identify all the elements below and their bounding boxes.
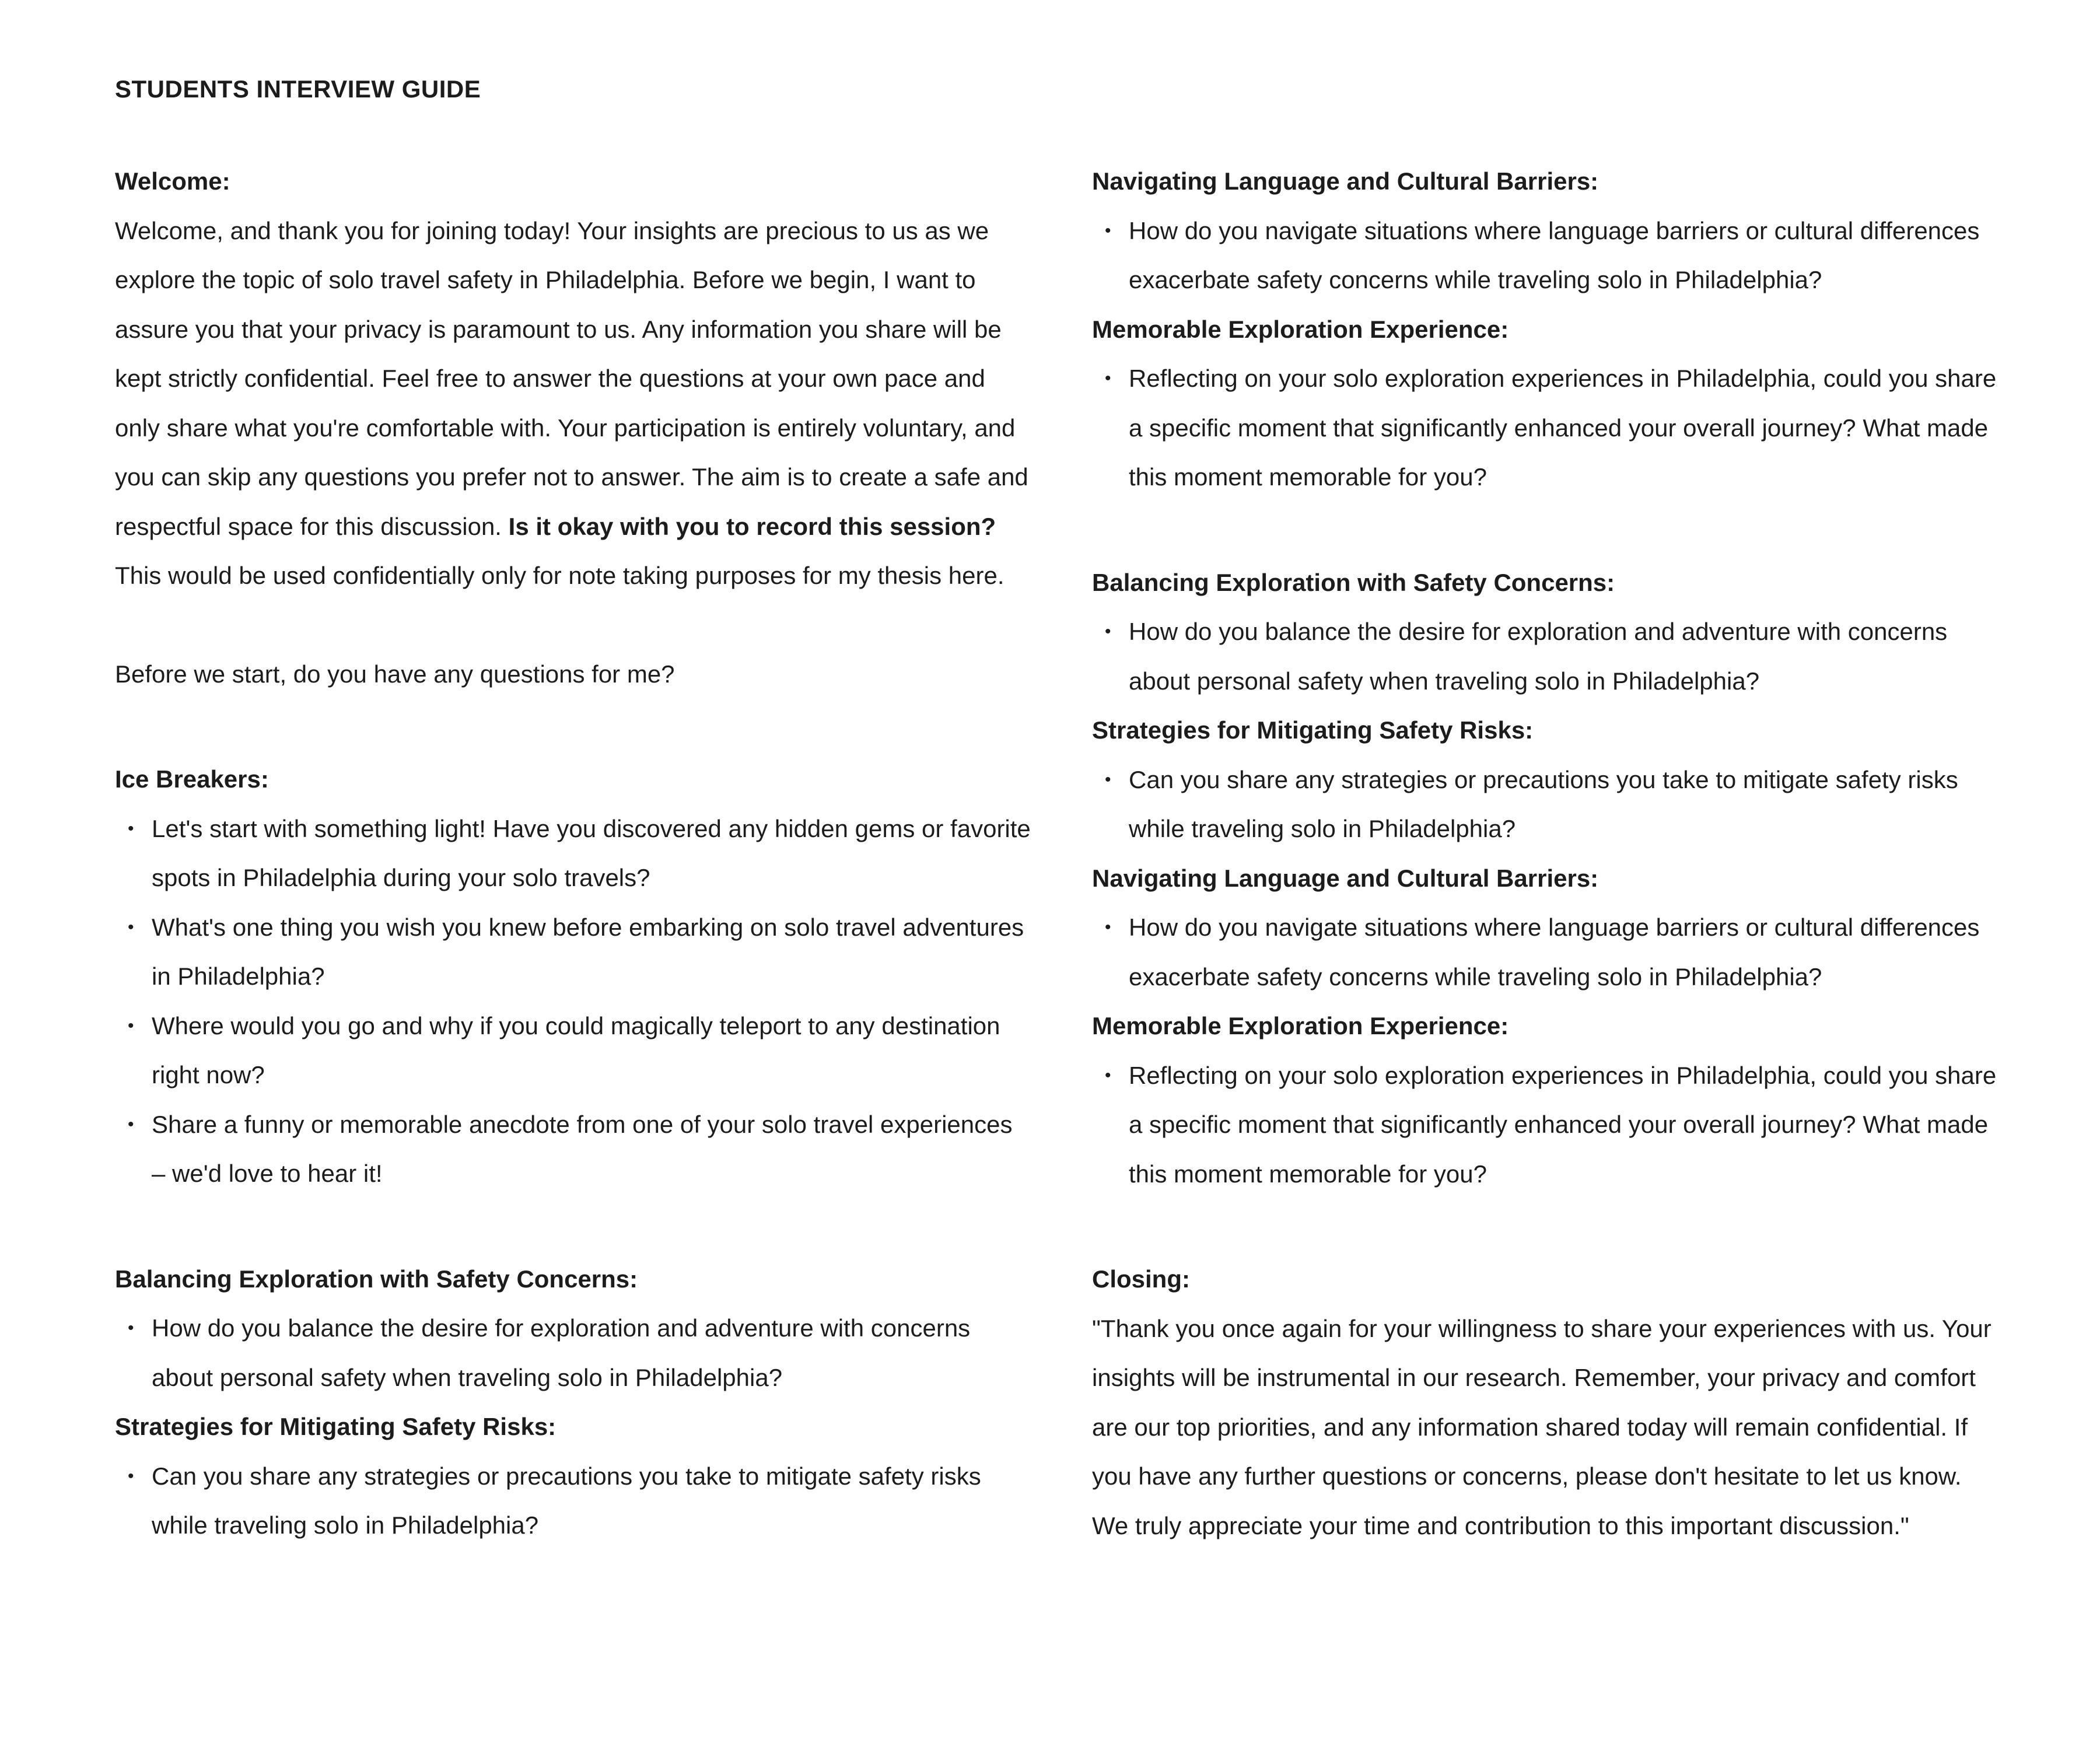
left-column: [115, 157, 1031, 1550]
list-item: • Can you share any strategies or precautions you take to mitigate safety risks while traveling solo in Philadelphia?: [1092, 755, 2002, 854]
welcome-text-part2: This would be used confidentially only for note taking purposes for my thesis here.: [115, 562, 1005, 589]
balancing-list: [115, 1304, 1031, 1402]
welcome-recording-question: Is it okay with you to record this session?: [508, 512, 996, 540]
bullet-icon: •: [128, 1114, 134, 1134]
welcome-heading: Welcome:: [115, 167, 230, 195]
strategies-list: [115, 1452, 1031, 1550]
ice-breakers-list: [115, 804, 1031, 1199]
memorable-list: [1092, 354, 2002, 502]
welcome-question: Before we start, do you have any questions for me?: [115, 660, 675, 688]
strategies-list: [1092, 755, 2002, 854]
list-item: • How do you navigate situations where language barriers or cultural differences exacerbate safety concerns while traveling solo in Philadelphia?: [1092, 903, 2002, 1002]
right-column: [1092, 157, 2002, 1550]
list-item: • Let's start with something light! Have you discovered any hidden gems or favorite spots in Philadelphia during your solo travels?: [115, 804, 1031, 903]
list-item: • Reflecting on your solo exploration experiences in Philadelphia, could you share a specific moment that significantly enhanced your overall journey? What made this moment memorable for you?: [1092, 1051, 2002, 1199]
list-item: • Can you share any strategies or precautions you take to mitigate safety risks while traveling solo in Philadelphia?: [115, 1452, 1031, 1550]
page-title: STUDENTS INTERVIEW GUIDE: [115, 75, 481, 103]
bullet-icon: •: [128, 1016, 134, 1035]
welcome-paragraph: [115, 206, 1031, 601]
list-item: • How do you balance the desire for exploration and adventure with concerns about personal safety when traveling solo in Philadelphia?: [115, 1304, 1031, 1402]
navigating-list: [1092, 206, 2002, 305]
memorable-list: [1092, 1051, 2002, 1199]
list-item: • Where would you go and why if you could magically teleport to any destination right now?: [115, 1002, 1031, 1100]
closing-paragraph: "Thank you once again for your willingness to share your experiences with us. Your insights will be instrumental in our research. Remember, your privacy and comfort are our top priorities, and any information shared today will remain confidential. If you have any further questions or concerns, please don't hesitate to let us know. We truly appreciate your time and contribution to this important discussion.": [1092, 1314, 1992, 1539]
list-item: • How do you navigate situations where language barriers or cultural differences exacerbate safety concerns while traveling solo in Philadelphia?: [1092, 206, 2002, 305]
closing-heading: Closing:: [1092, 1265, 1190, 1293]
navigating-heading: Navigating Language and Cultural Barriers:: [1092, 167, 1599, 195]
balancing-heading: Balancing Exploration with Safety Concerns:: [115, 1265, 638, 1293]
navigating-list: [1092, 903, 2002, 1002]
strategies-heading: Strategies for Mitigating Safety Risks:: [115, 1413, 556, 1440]
list-item: • What's one thing you wish you knew before embarking on solo travel adventures in Philadelphia?: [115, 903, 1031, 1002]
bullet-icon: •: [1105, 918, 1111, 937]
navigating-heading: Navigating Language and Cultural Barriers:: [1092, 864, 1599, 892]
list-item: • Reflecting on your solo exploration experiences in Philadelphia, could you share a specific moment that significantly enhanced your overall journey? What made this moment memorable for you?: [1092, 354, 2002, 502]
balancing-list: [1092, 607, 2002, 706]
bullet-icon: •: [1105, 369, 1111, 388]
memorable-heading: Memorable Exploration Experience:: [1092, 1012, 1509, 1040]
bullet-icon: •: [128, 1466, 134, 1486]
bullet-icon: •: [1105, 220, 1111, 240]
bullet-icon: •: [128, 1318, 134, 1338]
bullet-icon: •: [128, 917, 134, 937]
bullet-icon: •: [1105, 769, 1111, 789]
bullet-icon: •: [1105, 622, 1111, 641]
list-item: • How do you balance the desire for exploration and adventure with concerns about personal safety when traveling solo in Philadelphia?: [1092, 607, 2002, 706]
welcome-text-part1: Welcome, and thank you for joining today! Your insights are precious to us as we explore the topic of solo travel safety in Philadelphia. Before we begin, I want to assure you that your privacy is paramount to us. Any information you share will be kept strictly confidential. Feel free to answer the questions at your own pace and only share what you're comfortable with. Your participation is entirely voluntary, and you can skip any questions you prefer not to answer. The aim is to create a safe and respectful space for this discussion.: [115, 216, 1028, 540]
balancing-heading: Balancing Exploration with Safety Concerns:: [1092, 568, 1615, 596]
list-item: • Share a funny or memorable anecdote from one of your solo travel experiences – we'd love to hear it!: [115, 1100, 1031, 1199]
memorable-heading: Memorable Exploration Experience:: [1092, 315, 1509, 343]
ice-breakers-heading: Ice Breakers:: [115, 765, 269, 793]
strategies-heading: Strategies for Mitigating Safety Risks:: [1092, 716, 1534, 744]
bullet-icon: •: [128, 818, 134, 838]
bullet-icon: •: [1105, 1065, 1111, 1085]
